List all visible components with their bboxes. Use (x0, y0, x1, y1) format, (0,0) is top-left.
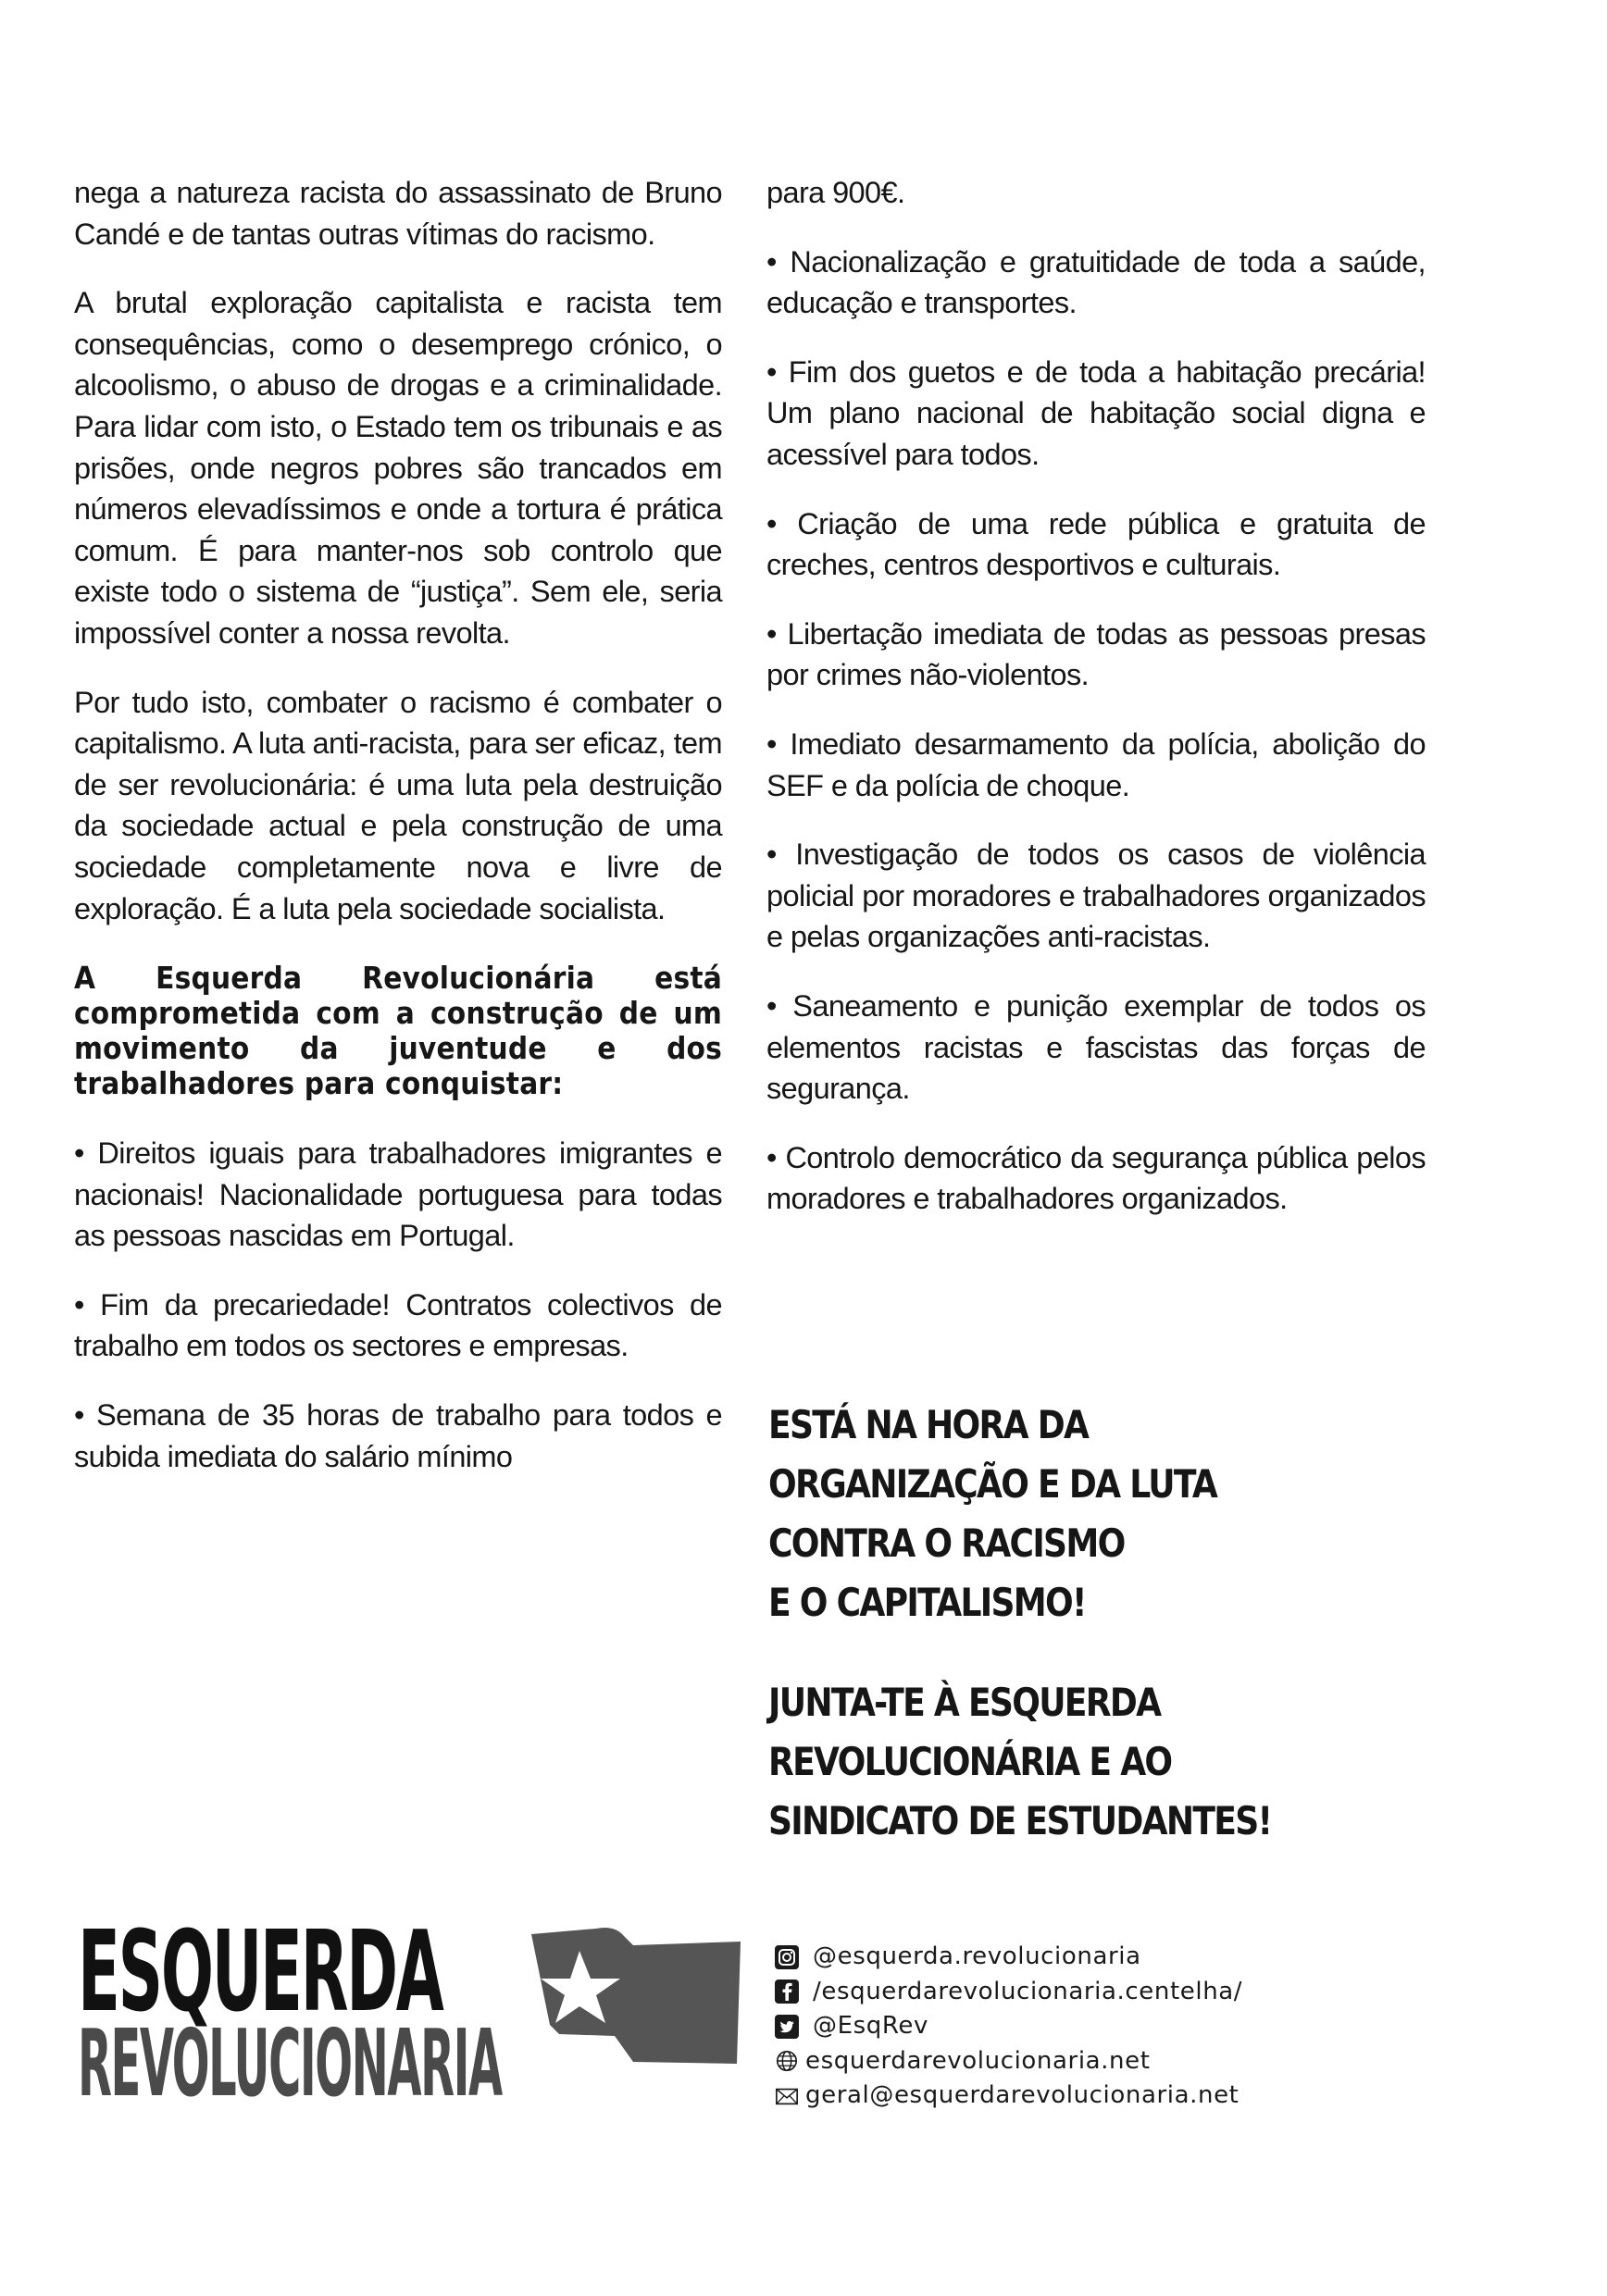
organization-logo (78, 1908, 744, 2117)
contact-website[interactable] (774, 2044, 1242, 2079)
demand-item: • Semana de 35 horas de trabalho para todos e subida imediata do salário mínimo (74, 1395, 722, 1477)
paragraph: A brutal exploração capitalista e racista tem consequências, como o desemprego crónico, o alcoolismo, o abuso de drogas e a criminalidade. Para lidar com isto, o Estado tem os tribunais e as prisões, onde negros pobres são trancados em números elevadíssimos e onde a tortura é prática comum. É para manter-nos sob controlo que existe todo o sistema de “justiça”. Sem ele, seria impossível conter a nossa revolta. (74, 286, 722, 650)
contact-twitter[interactable] (774, 2009, 1242, 2044)
envelope-icon (774, 2083, 800, 2109)
logo-text-esquerda: ESQUERDA (78, 1908, 442, 2037)
cta-join (768, 1673, 1353, 1851)
continuation-text: para 900€. (766, 176, 905, 209)
demand-item: • Saneamento e punição exemplar de todos os elementos racistas e fascistas das forças de segurança. (766, 986, 1426, 1110)
cta-line: JUNTA-TE À ESQUERDA (768, 1680, 1161, 1725)
instagram-icon (774, 1944, 800, 1970)
demand-item: • Imediato desarmamento da polícia, abolição do SEF e da polícia de choque. (766, 724, 1426, 806)
contact-text: @esquerda.revolucionaria (813, 1942, 1141, 1970)
demand-item: • Direitos iguais para trabalhadores imigrantes e nacionais! Nacionalidade portuguesa para todas as pessoas nascidas em Portugal. (74, 1133, 722, 1257)
contact-text: geral@esquerdarevolucionaria.net (805, 2081, 1240, 2109)
contact-facebook[interactable] (774, 1975, 1242, 2010)
contact-text: @EsqRev (813, 2012, 928, 2040)
contact-list (774, 1940, 1242, 2114)
demand-item: • Criação de uma rede pública e gratuita de creches, centros desportivos e culturais. (766, 503, 1426, 586)
cta-line: ORGANIZAÇÃO E DA LUTA (768, 1461, 1217, 1507)
twitter-icon (774, 2014, 800, 2040)
right-column (766, 172, 1426, 1247)
contact-email[interactable] (774, 2079, 1242, 2114)
contact-instagram[interactable] (774, 1940, 1242, 1975)
contact-text: esquerdarevolucionaria.net (805, 2046, 1151, 2075)
demand-item: • Libertação imediata de todas as pessoas presas por crimes não-violentos. (766, 614, 1426, 696)
left-column (74, 172, 722, 1505)
paragraph: nega a natureza racista do assassinato de Bruno Candé e de tantas outras vítimas do racismo. (74, 176, 722, 251)
globe-icon (774, 2048, 800, 2074)
logo-text-revolucionaria: REVOLUCIONARIA (78, 2009, 502, 2117)
paragraph: Por tudo isto, combater o racismo é combater o capitalismo. A luta anti-racista, para ser eficaz, tem de ser revolucionária: é uma luta pela destruição da sociedade actual e pela construção de uma sociedade completamente nova e livre de exploração. É a luta pela sociedade socialista. (74, 685, 722, 925)
demand-item: • Fim dos guetos e de toda a habitação precária! Um plano nacional de habitação social digna e acessível para todos. (766, 352, 1426, 476)
demand-item: • Investigação de todos os casos de violência policial por moradores e trabalhadores organizados e pelas organizações anti-racistas. (766, 834, 1426, 958)
section-heading: A Esquerda Revolucionária está comprometida com a construção de um movimento da juventude e dos trabalhadores para conquistar: (74, 960, 722, 1102)
cta-line: CONTRA O RACISMO (768, 1520, 1125, 1566)
demand-item: • Fim da precariedade! Contratos colectivos de trabalho em todos os sectores e empresas. (74, 1285, 722, 1367)
cta-line: E O CAPITALISMO! (768, 1580, 1086, 1625)
demand-item: • Nacionalização e gratuitidade de toda a saúde, educação e transportes. (766, 242, 1426, 324)
cta-line: ESTÁ NA HORA DA (768, 1402, 1089, 1447)
cta-organize (768, 1396, 1289, 1632)
demand-item: • Controlo democrático da segurança pública pelos moradores e trabalhadores organizados. (766, 1137, 1426, 1220)
contact-text: /esquerdarevolucionaria.centelha/ (813, 1977, 1243, 2005)
flag-star-icon (522, 1925, 744, 2064)
cta-line: REVOLUCIONÁRIA E AO (768, 1739, 1172, 1784)
cta-line: SINDICATO DE ESTUDANTES! (768, 1798, 1272, 1843)
facebook-icon (774, 1979, 800, 2004)
